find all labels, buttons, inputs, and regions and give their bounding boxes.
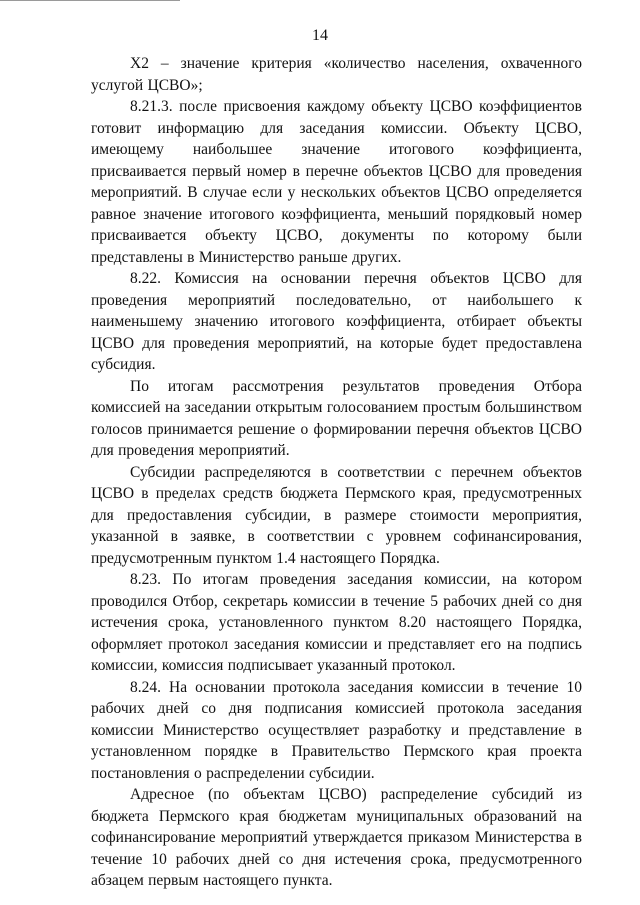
- paragraph-8-24: 8.24. На основании протокола заседания комиссии в течение 10 рабочих дней со дня подписания комиссией протокола заседания комиссии Министерство осуществляет разработку и представление в установленном порядке в Правительство Пермского края проекта постановления о распределении субсидии.: [91, 678, 582, 782]
- document-body: [91, 53, 582, 892]
- paragraph-8-23: 8.23. По итогам проведения заседания комиссии, на котором проводился Отбор, секретарь комиссии в течение 5 рабочих дней со дня истечения срока, установленного пунктом 8.20 настоящего Порядка, оформляет протокол заседания комиссии и представляет его на подпись комиссии, комиссия подписывает указанный протокол.: [91, 571, 582, 674]
- paragraph-8-22: 8.22. Комиссия на основании перечня объектов ЦСВО для проведения мероприятий последовательно, от наибольшего к наименьшему значению итогового коэффициента, отбирает объекты ЦСВО для проведения мероприятий, на которые будет предоставлена субсидия.: [91, 270, 582, 373]
- paragraph-8-21-3: 8.21.3. после присвоения каждому объекту ЦСВО коэффициентов готовит информацию для заседания комиссии. Объекту ЦСВО, имеющему наибольшее значение итогового коэффициента, присваивается первый номер в перечне объектов ЦСВО для проведения мероприятий. В случае если у нескольких объектов ЦСВО определяется равное значение итогового коэффициента, меньший порядковый номер присваивается объекту ЦСВО, документы по которому были представлены в Министерство раньше других.: [91, 98, 582, 266]
- paragraph-voting: По итогам рассмотрения результатов проведения Отбора комиссией на заседании открытым голосованием простым большинством голосов принимается решение о формировании перечня объектов ЦСВО для проведения мероприятий.: [91, 377, 582, 459]
- scan-edge-line: [0, 0, 180, 1]
- page-number: 14: [312, 27, 328, 44]
- paragraph-address-distribution: Адресное (по объектам ЦСВО) распределение субсидий из бюджета Пермского края бюджетам муниципальных образований на софинансирование мероприятий утверждается приказом Министерства в течение 10 рабочих дней со дня истечения срока, предусмотренного абзацем первым настоящего пункта.: [91, 786, 582, 889]
- paragraph-subsidy-distribution: Субсидии распределяются в соответствии с перечнем объектов ЦСВО в пределах средств бюджета Пермского края, предусмотренных для предоставления субсидии, в размере стоимости мероприятия, указанной в заявке, в соответствии с уровнем софинансирования, предусмотренным пунктом 1.4 настоящего Порядка.: [91, 463, 582, 567]
- paragraph-criterion-x2: X2 – значение критерия «количество населения, охваченного услугой ЦСВО»;: [91, 55, 582, 94]
